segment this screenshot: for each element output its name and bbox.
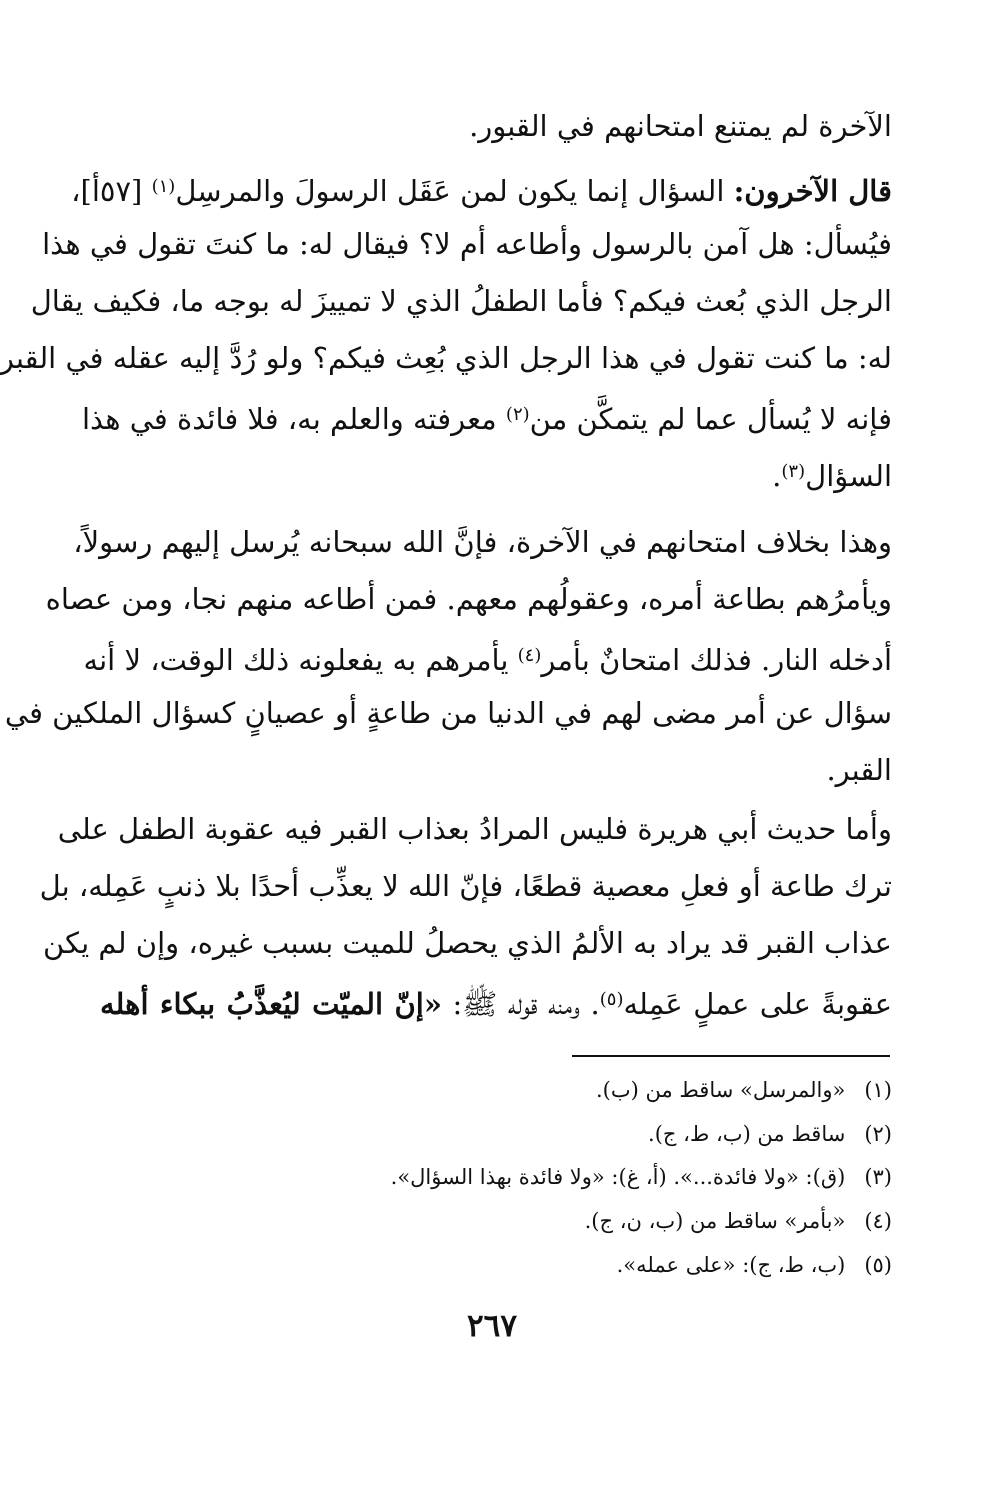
- text-line: [42, 220, 892, 268]
- footnote-number: (٥): [864, 1253, 892, 1277]
- footnote-marker[interactable]: (٤): [517, 645, 542, 666]
- text-run: الآخرة لم يمتنع امتحانهم في القبور.: [469, 109, 892, 143]
- footnote: [100, 1248, 892, 1282]
- text-line: [43, 919, 892, 967]
- text-run: الرجل الذي بُعث فيكم؟ فأما الطفلُ الذي لا تمييزَ له بوجه ما، فكيف يقال: [30, 284, 892, 318]
- footnote-text: «والمرسل» ساقط من (ب).: [595, 1078, 846, 1102]
- manuscript-folio-ref: [٥٧أ]،: [71, 174, 152, 208]
- text-run: عقوبةً على عملٍ عَمِله: [623, 987, 892, 1021]
- text-run: ويأمرُهم بطاعة أمره، وعقولُهم معهم. فمن أطاعه منهم نجا، ومن عصاه: [45, 582, 892, 616]
- text-line: [81, 391, 892, 439]
- footnote-number: (١): [864, 1078, 892, 1102]
- text-line: [39, 862, 892, 910]
- text-run: وأما حديث أبي هريرة فليس المرادُ بعذاب القبر فيه عقوبة الطفل على: [57, 812, 892, 846]
- footnote-text: (ب، ط، ج): «على عمله».: [616, 1253, 846, 1277]
- footnote-marker[interactable]: (١): [151, 176, 176, 197]
- text-line: [73, 518, 892, 566]
- text-run: السؤال إنما يكون لمن عَقَل الرسولَ والمرسِل: [175, 174, 734, 208]
- footnote-marker[interactable]: (٣): [781, 461, 806, 482]
- text-run: يأمرهم به يفعلونه ذلك الوقت، لا أنه: [83, 643, 518, 677]
- text-line: [30, 277, 892, 325]
- footnote-marker[interactable]: (٢): [505, 404, 530, 425]
- text-run: عذاب القبر قد يراد به الألمُ الذي يحصلُ للميت بسبب غيره، وإن لم يكن: [43, 926, 892, 960]
- text-line: [45, 575, 892, 623]
- speaker-label: قال الآخرون:: [733, 174, 892, 208]
- footnote-separator: [572, 1055, 890, 1057]
- footnote: [100, 1204, 892, 1238]
- text-run: . ومنه قوله ﷺ:: [441, 987, 600, 1021]
- text-run: القبر.: [826, 753, 892, 787]
- text-run: فإنه لا يُسأل عما لم يتمكَّن من: [529, 402, 892, 436]
- footnote-number: (٢): [864, 1122, 892, 1146]
- footnote-text: «بأمر» ساقط من (ب، ن، ج).: [584, 1209, 846, 1233]
- text-run: له: ما كنت تقول في هذا الرجل الذي بُعِث فيكم؟ ولو رُدَّ إليه عقله في القبر: [0, 341, 892, 375]
- footnote: [100, 1160, 892, 1194]
- text-line: [71, 163, 892, 211]
- text-line: [100, 448, 892, 496]
- footnote-marker[interactable]: (٥): [599, 989, 624, 1010]
- footnote: [100, 1117, 892, 1151]
- footnote-text: (ق): «ولا فائدة...». (أ، غ): «ولا فائدة بهذا السؤال».: [390, 1165, 846, 1189]
- text-line: [100, 746, 892, 794]
- text-run: معرفته والعلم به، فلا فائدة في هذا: [81, 402, 506, 436]
- footnote: [100, 1073, 892, 1107]
- text-line: [57, 805, 892, 853]
- hadith-quote: «إنّ الميّت ليُعذَّبُ ببكاء أهله: [100, 987, 442, 1021]
- text-run: سؤال عن أمر مضى لهم في الدنيا من طاعةٍ أو عصيانٍ كسؤال الملكين في: [4, 696, 892, 730]
- footnote-number: (٣): [864, 1165, 892, 1189]
- text-line: [4, 689, 892, 737]
- text-line: [0, 334, 892, 382]
- text-line: [100, 976, 892, 1024]
- text-line: [83, 632, 892, 680]
- footnote-number: (٤): [864, 1209, 892, 1233]
- text-run: .: [772, 459, 782, 493]
- text-run: فيُسأل: هل آمن بالرسول وأطاعه أم لا؟ فيقال له: ما كنتَ تقول في هذا: [42, 227, 892, 261]
- page-number: ٢٦٧: [467, 1308, 517, 1344]
- text-run: أدخله النار. فذلك امتحانٌ بأمر: [541, 643, 892, 677]
- text-run: وهذا بخلاف امتحانهم في الآخرة، فإنَّ الله سبحانه يُرسل إليهم رسولاً،: [73, 525, 892, 559]
- text-run: ترك طاعة أو فعلِ معصية قطعًا، فإنّ الله لا يعذِّب أحدًا بلا ذنبٍ عَمِله، بل: [39, 869, 892, 903]
- text-run: السؤال: [805, 459, 892, 493]
- text-line: [100, 102, 892, 150]
- footnote-text: ساقط من (ب، ط، ج).: [648, 1122, 846, 1146]
